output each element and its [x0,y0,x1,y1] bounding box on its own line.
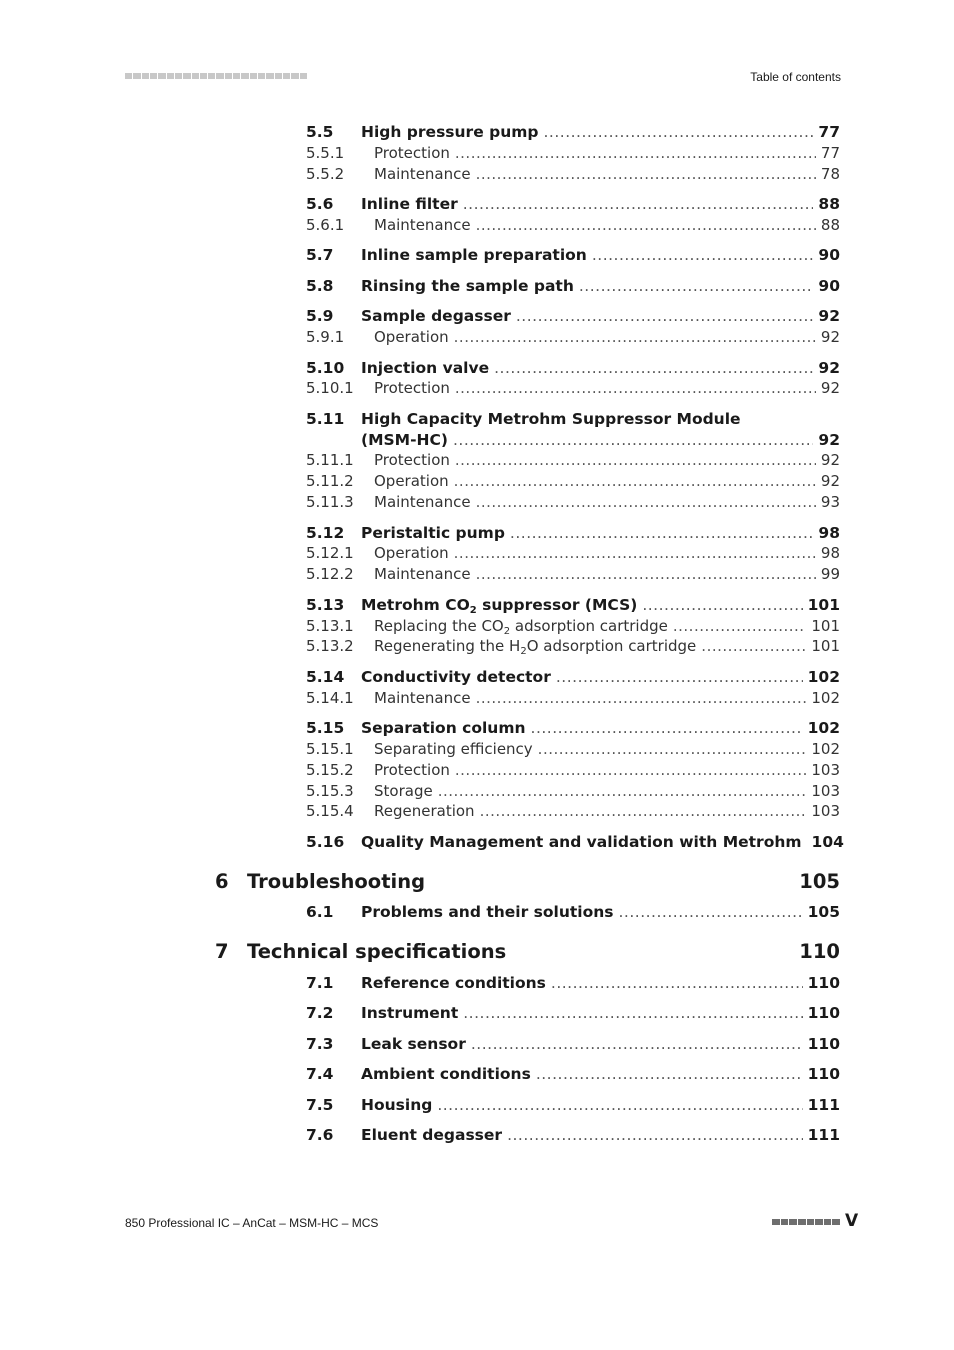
dot-leader [476,564,816,584]
entry-page: 103 [811,802,840,820]
entry-number: 7.4 [306,1065,334,1083]
entry-page: 110 [807,1004,840,1022]
entry-page: 90 [818,246,840,264]
entry-page: 110 [807,1035,840,1053]
entry-title: Separation column [361,719,526,737]
toc-entry[interactable] [306,409,840,429]
entry-number: 5.11 [306,410,345,428]
entry-title: Storage [374,782,433,800]
entry-page: 103 [811,782,840,800]
entry-page: 92 [820,451,840,469]
toc-entry[interactable] [306,973,840,993]
entry-title: Maintenance [374,216,471,234]
dot-leader [551,973,803,993]
dot-leader [592,245,814,265]
entry-page: 88 [818,195,840,213]
entry-title: Instrument [361,1004,459,1022]
entry-number: 7.2 [306,1004,334,1022]
entry-page: 92 [820,328,840,346]
entry-title: Maintenance [374,689,471,707]
toc-entry[interactable] [306,471,840,491]
entry-title: High Capacity Metrohm Suppressor Module [361,410,741,428]
entry-title: Operation [374,544,449,562]
entry-title: Separating efficiency [374,740,533,758]
toc-entry[interactable] [306,718,840,738]
entry-page: 103 [811,761,840,779]
dot-leader [454,471,816,491]
entry-title: Operation [374,472,449,490]
entry-title: Maintenance [374,565,471,583]
entry-title: High pressure pump [361,123,539,141]
toc-entry[interactable] [306,143,840,163]
entry-number: 5.9.1 [306,328,345,346]
toc-entry[interactable] [306,1125,840,1145]
chapter-title: Technical specifications [247,940,507,963]
entry-title: Protection [374,144,450,162]
toc-entry[interactable] [306,688,840,708]
entry-number: 5.12.2 [306,565,354,583]
footer-page-number: V [845,1211,859,1231]
dot-leader [538,739,807,759]
entry-page: 88 [820,216,840,234]
entry-title: Injection valve [361,359,490,377]
entry-page: 102 [811,689,840,707]
toc-entry[interactable] [306,801,840,821]
entry-number: 5.12 [306,524,345,542]
entry-title: Conductivity detector [361,668,551,686]
entry-number: 5.15.2 [306,761,354,779]
entry-page: 101 [811,637,840,655]
entry-number: 7.3 [306,1035,334,1053]
entry-number: 5.11.3 [306,493,354,511]
dot-leader [619,902,803,922]
dot-leader [463,194,814,214]
entry-number: 5.10 [306,359,345,377]
dot-leader [438,781,807,801]
entry-title: Regenerating the $H_2O$ adsorption cartridge [374,637,697,657]
dot-leader [516,306,814,326]
entry-page: 99 [820,565,840,583]
entry-page: 93 [820,493,840,511]
chapter-page: 105 [799,870,840,893]
toc-entry[interactable] [306,832,844,852]
entry-page: 92 [818,359,840,377]
entry-number: 5.5.1 [306,144,345,162]
chapter-title: Troubleshooting [247,870,426,893]
dot-leader [480,801,807,821]
dot-leader [455,378,816,398]
dot-leader [455,143,816,163]
entry-page: 111 [807,1126,840,1144]
toc-entry[interactable] [306,1003,840,1023]
entry-title: Regeneration [374,802,475,820]
entry-number: 5.10.1 [306,379,354,397]
entry-page: 77 [818,123,840,141]
entry-page: 90 [818,277,840,295]
entry-title: Sample degasser [361,307,511,325]
dot-leader [454,543,816,563]
entry-title-continuation: (MSM-HC) [361,431,448,449]
entry-title: Protection [374,379,450,397]
footer-decoration [772,1218,840,1226]
toc-entry[interactable] [306,276,840,296]
entry-page: 78 [820,165,840,183]
dot-leader [536,1064,803,1084]
entry-title: Ambient conditions [361,1065,531,1083]
toc-entry[interactable] [306,378,840,398]
toc-entry[interactable] [306,215,840,235]
entry-page: 77 [820,144,840,162]
dot-leader [476,215,816,235]
entry-title: Peristaltic pump [361,524,505,542]
toc-entry[interactable] [306,122,840,142]
entry-number: 5.11.1 [306,451,354,469]
entry-title: Inline sample preparation [361,246,587,264]
chapter-page: 110 [799,940,840,963]
dot-leader [455,450,816,470]
entry-title: Operation [374,328,449,346]
toc-entry[interactable] [306,543,840,563]
entry-number: 5.16 [306,833,345,851]
dot-leader [453,430,813,450]
toc-entry[interactable] [306,327,840,347]
dot-leader [507,1125,803,1145]
entry-title: Eluent degasser [361,1126,503,1144]
entry-number: 5.14 [306,668,345,686]
toc-chapter[interactable] [215,939,840,965]
entry-number: 5.13.1 [306,617,354,635]
dot-leader [642,595,802,615]
entry-page: 111 [807,1096,840,1114]
entry-number: 6.1 [306,903,334,921]
entry-title: Housing [361,1096,433,1114]
toc-entry[interactable] [306,781,840,801]
footer-product-name: 850 Professional IC – AnCat – MSM-HC – MCS [125,1216,379,1230]
entry-page: 101 [807,596,840,614]
entry-number: 5.5 [306,123,334,141]
entry-number: 5.15.3 [306,782,354,800]
entry-page: 98 [820,544,840,562]
dot-leader [471,1034,803,1054]
entry-page: 92 [820,472,840,490]
toc-entry[interactable] [306,492,840,512]
entry-page: 92 [818,307,840,325]
dot-leader [463,1003,802,1023]
entry-number: 5.7 [306,246,334,264]
dot-leader [556,667,803,687]
toc-entry[interactable] [306,760,840,780]
entry-page: 110 [807,1065,840,1083]
dot-leader [531,718,803,738]
header-decoration [125,72,307,80]
entry-number: 5.13 [306,596,345,614]
entry-number: 5.6 [306,195,334,213]
toc-entry[interactable] [306,194,840,214]
dot-leader [476,492,816,512]
toc-entry[interactable] [306,667,840,687]
toc-entry[interactable] [306,523,840,543]
entry-title: Reference conditions [361,974,546,992]
header-title: Table of contents [750,70,841,84]
toc-entry[interactable] [306,902,840,922]
entry-number: 5.14.1 [306,689,354,707]
entry-page: 102 [807,719,840,737]
dot-leader [476,688,807,708]
dot-leader [437,1095,802,1115]
entry-number: 5.8 [306,277,334,295]
entry-title: Maintenance [374,493,471,511]
entry-number: 5.13.2 [306,637,354,655]
toc-entry[interactable] [306,595,840,615]
entry-page: 104 [811,833,844,851]
dot-leader [701,636,806,656]
toc-entry[interactable] [306,616,840,636]
toc-entry[interactable] [306,1095,840,1115]
entry-number: 5.11.2 [306,472,354,490]
entry-title: Protection [374,451,450,469]
toc-entry[interactable] [306,1034,840,1054]
dot-leader [494,358,813,378]
entry-number: 5.9 [306,307,334,325]
dot-leader [543,122,813,142]
dot-leader [673,616,806,636]
toc-entry[interactable] [306,739,840,759]
entry-number: 5.15.4 [306,802,354,820]
entry-title: Protection [374,761,450,779]
toc-entry[interactable] [306,564,840,584]
toc-entry-continuation[interactable] [361,430,840,450]
entry-page: 102 [807,668,840,686]
toc-entry[interactable] [306,636,840,656]
entry-page: 101 [811,617,840,635]
entry-title: Inline filter [361,195,458,213]
chapter-number: 6 [215,870,229,893]
dot-leader [476,164,816,184]
toc-entry[interactable] [306,245,840,265]
entry-page: 92 [820,379,840,397]
entry-title: Problems and their solutions [361,903,614,921]
entry-title: Leak sensor [361,1035,466,1053]
entry-number: 5.12.1 [306,544,354,562]
entry-number: 5.6.1 [306,216,345,234]
toc-chapter[interactable] [215,869,840,895]
entry-title: Rinsing the sample path [361,277,574,295]
entry-number: 5.15 [306,719,345,737]
toc-entry[interactable] [306,1064,840,1084]
entry-page: 98 [818,524,840,542]
entry-title: Metrohm $CO_2$ suppressor (MCS) [361,596,638,616]
entry-title: Quality Management and validation with Metrohm [361,833,802,851]
chapter-number: 7 [215,940,229,963]
entry-title: Replacing the $CO_2$ adsorption cartridge [374,617,668,637]
dot-leader [510,523,814,543]
toc-entry[interactable] [306,358,840,378]
dot-leader [579,276,814,296]
entry-page: 105 [807,903,840,921]
entry-page: 110 [807,974,840,992]
toc-entry[interactable] [306,450,840,470]
entry-page: 102 [811,740,840,758]
entry-number: 7.6 [306,1126,334,1144]
entry-page: 92 [818,431,840,449]
toc-entry[interactable] [306,306,840,326]
entry-number: 7.5 [306,1096,334,1114]
entry-number: 5.5.2 [306,165,345,183]
entry-number: 7.1 [306,974,334,992]
dot-leader [454,327,816,347]
entry-number: 5.15.1 [306,740,354,758]
dot-leader [455,760,806,780]
entry-title: Maintenance [374,165,471,183]
toc-entry[interactable] [306,164,840,184]
